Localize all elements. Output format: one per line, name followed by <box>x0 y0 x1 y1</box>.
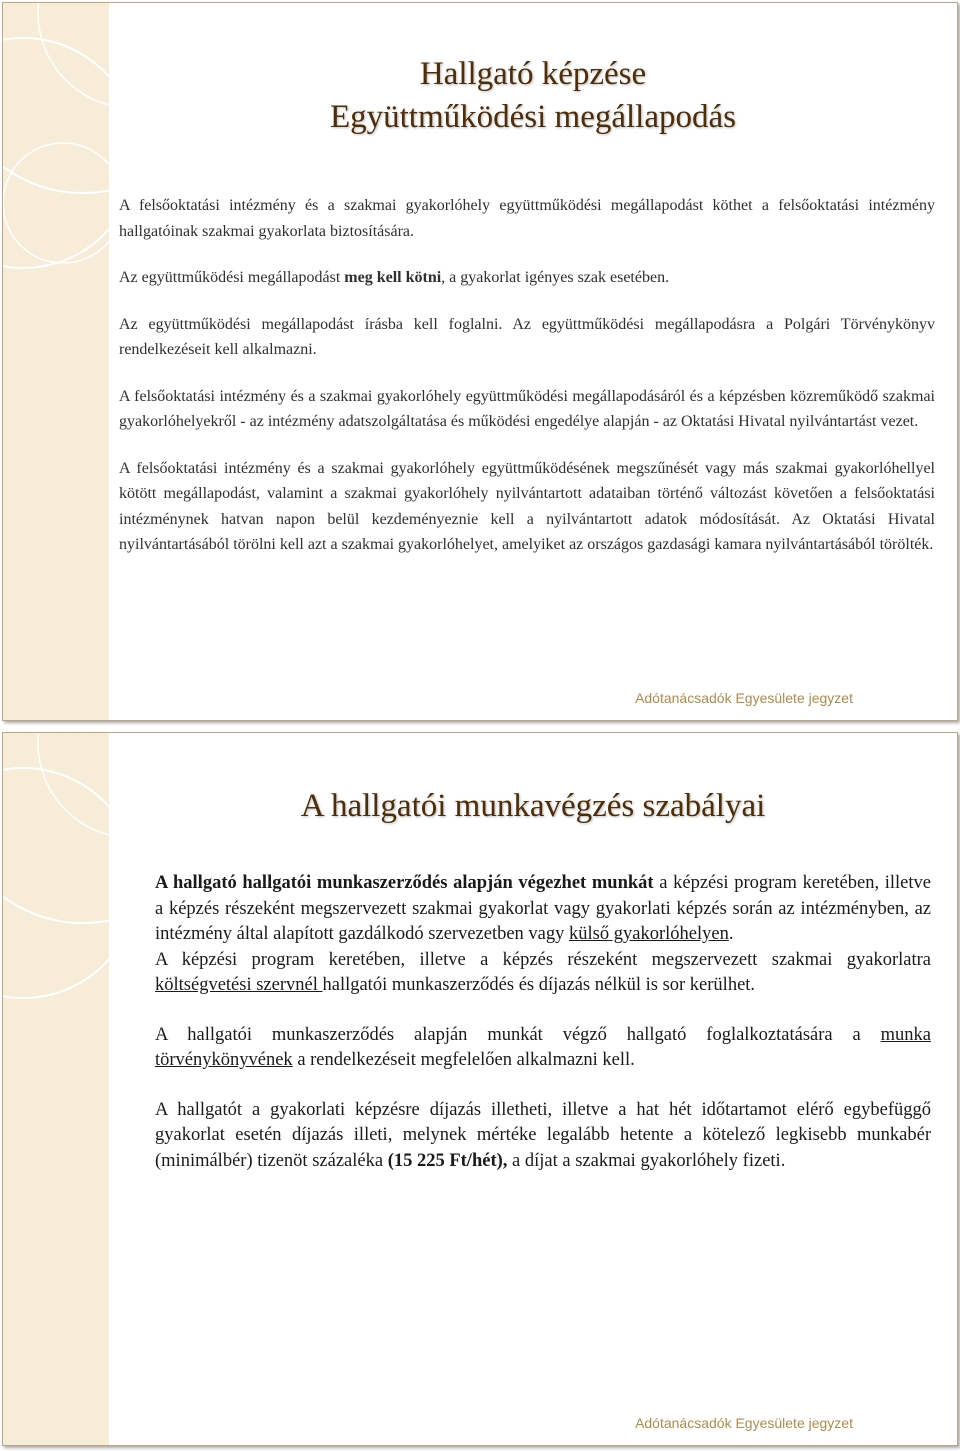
link-koltsegvetesi-szerv[interactable]: költségvetési szervnél <box>155 975 323 995</box>
paragraph-1 <box>155 871 931 948</box>
paragraph-3-start: A hallgatói munkaszerződés alapján munkát végző hallgató foglalkoztatására a <box>155 1024 881 1045</box>
paragraph-3: Az együttműködési megállapodást írásba kell foglalni. Az együttműködési megállapodásra a Polgári Törvénykönyv rendelkezéseit kell alkalmazni. <box>119 315 935 358</box>
link-kulso-gyakorlohely[interactable]: külső gyakorlóhelyen <box>569 924 729 944</box>
paragraph-1-bold: A hallgató hallgatói munkaszerződés alapján végezhet munkát <box>155 873 654 893</box>
paragraph-2 <box>155 948 931 999</box>
paragraph-2-start: A képzési program keretében, illetve a képzés részeként megszervezett szakmai gyakorlatra <box>155 949 931 970</box>
slide-footer: Adótanácsadók Egyesülete jegyzet <box>635 1415 853 1431</box>
paragraph-4-end: a díjat a szakmai gyakorlóhely fizeti. <box>507 1150 786 1171</box>
slide-body <box>119 193 935 579</box>
slide-body <box>155 871 931 1174</box>
slide-title: A hallgatói munkavégzés szabályai <box>300 788 766 824</box>
slide-content <box>109 3 957 720</box>
slide-title <box>109 53 957 139</box>
paragraph-4 <box>155 1098 931 1175</box>
paragraph-5: A felsőoktatási intézmény és a szakmai gyakorlóhely együttműködésének megszűnését vagy más szakmai gyakorlóhellyel kötött megállapodást, valamint a szakmai gyakorlóhely nyilvántartott adataiban történő változást követően a felsőoktatási intézménynek hatvan napon belül kezdeményeznie kell a nyilvántartott adatok módosítását. Az Oktatási Hivatal nyilvántartásából törölni kell azt a szakmai gyakorlóhelyet, amelyiket az országos gazdasági kamara nyilvántartásából törölték. <box>119 459 935 553</box>
paragraph-2-bold: meg kell kötni <box>344 269 442 286</box>
paragraph-1-text: a képzési program keretében, illetve a képzés részeként megszervezett szakmai gyakorlat vagy gyakorlati képzés során az intézményben, az intézmény által alapított gazdálkodó szervezetben vagy <box>155 873 931 944</box>
slide-content <box>109 733 957 1445</box>
paragraph-2 <box>119 265 935 291</box>
paragraph-4: A felsőoktatási intézmény és a szakmai gyakorlóhely együttműködési megállapodásáról és a képzésben közreműködő szakmai gyakorlóhelyekről - az intézmény adatszolgáltatása és működési engedélye alapján - az Oktatási Hivatal nyilvántartást vezet. <box>119 387 935 430</box>
title-line-2: Együttműködési megállapodás <box>329 99 736 135</box>
paragraph-2-end: , a gyakorlat igényes szak esetében. <box>441 269 670 286</box>
paragraph-2-start: Az együttműködési megállapodást <box>119 269 345 286</box>
slide-1 <box>2 2 958 721</box>
title-line-1: Hallgató képzése <box>419 56 647 92</box>
paragraph-3-end: a rendelkezéseit megfelelően alkalmazni kell. <box>292 1050 635 1070</box>
link-munka-torvenykonyve[interactable]: munka törvénykönyvének <box>155 1024 931 1070</box>
paragraph-1-end: . <box>728 924 734 944</box>
paragraph-3 <box>155 1023 931 1074</box>
paragraph-4-bold: (15 225 Ft/hét), <box>387 1150 508 1171</box>
slide-footer: Adótanácsadók Egyesülete jegyzet <box>635 690 853 706</box>
paragraph-2-end: hallgatói munkaszerződés és díjazás nélkül is sor kerülhet. <box>322 975 756 995</box>
slide-2 <box>2 732 958 1446</box>
paragraph-1: A felsőoktatási intézmény és a szakmai gyakorlóhely együttműködési megállapodást köthet a felsőoktatási intézmény hallgatóinak szakmai gyakorlata biztosítására. <box>119 197 935 240</box>
paragraph-4-start: A hallgatót a gyakorlati képzésre díjazás illetheti, illetve a hat hét időtartamot elérő egybefüggő gyakorlat esetén díjazás illeti, melynek mértéke legalább hetente a kötelező legkisebb munkabér (minimálbér) tizenöt százaléka <box>155 1099 931 1171</box>
